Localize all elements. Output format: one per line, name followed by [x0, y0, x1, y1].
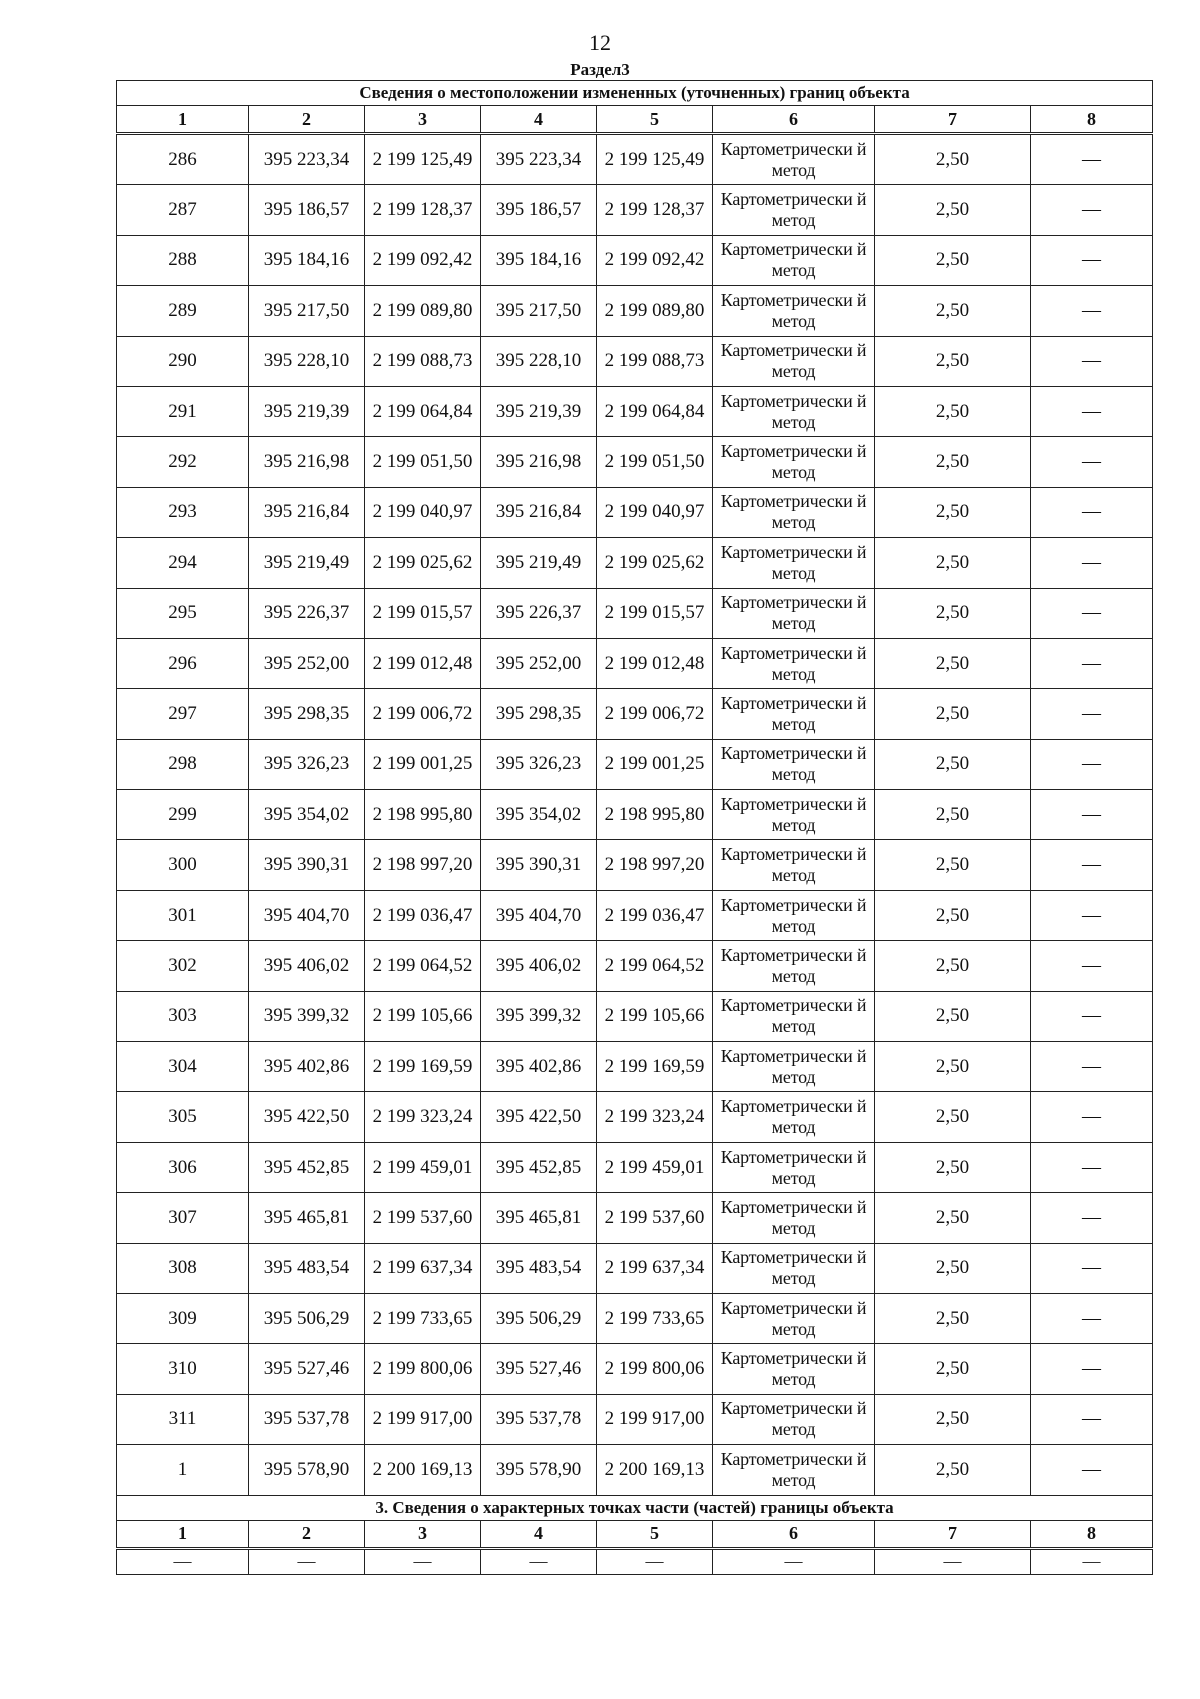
column-header: 2: [249, 106, 365, 134]
note-cell: —: [1031, 588, 1153, 638]
x-new-cell: 395 298,35: [481, 689, 597, 739]
table-row: [117, 588, 1153, 638]
x-new-cell: 395 402,86: [481, 1042, 597, 1092]
accuracy-cell: 2,50: [875, 336, 1031, 386]
x-old-cell: 395 216,84: [249, 487, 365, 537]
table-row: [117, 386, 1153, 436]
accuracy-cell: 2,50: [875, 991, 1031, 1041]
part-row: [117, 1548, 1153, 1574]
column-header: 7: [875, 1520, 1031, 1548]
y-old-cell: 2 199 006,72: [365, 689, 481, 739]
y-new-cell: 2 198 995,80: [597, 790, 713, 840]
y-new-cell: 2 199 459,01: [597, 1142, 713, 1192]
point-number-cell: 294: [117, 538, 249, 588]
accuracy-cell: 2,50: [875, 890, 1031, 940]
y-old-cell: 2 199 125,49: [365, 134, 481, 185]
accuracy-cell: 2,50: [875, 1394, 1031, 1444]
y-old-cell: 2 199 040,97: [365, 487, 481, 537]
method-cell: Картометрически й метод: [713, 941, 875, 991]
note-cell: —: [1031, 991, 1153, 1041]
point-number-cell: 296: [117, 638, 249, 688]
accuracy-cell: 2,50: [875, 1293, 1031, 1343]
x-new-cell: 395 226,37: [481, 588, 597, 638]
method-cell: Картометрически й метод: [713, 538, 875, 588]
method-cell: Картометрически й метод: [713, 1445, 875, 1495]
table-row: [117, 790, 1153, 840]
y-new-cell: 2 199 064,84: [597, 386, 713, 436]
y-old-cell: 2 200 169,13: [365, 1445, 481, 1495]
x-old-cell: 395 422,50: [249, 1092, 365, 1142]
point-number-cell: 310: [117, 1344, 249, 1394]
column-header: 5: [597, 106, 713, 134]
x-new-cell: 395 483,54: [481, 1243, 597, 1293]
note-cell: —: [1031, 286, 1153, 336]
method-cell: Картометрически й метод: [713, 1193, 875, 1243]
column-header: 2: [249, 1520, 365, 1548]
point-number-cell: 289: [117, 286, 249, 336]
column-header: 7: [875, 106, 1031, 134]
y-old-cell: 2 199 064,84: [365, 386, 481, 436]
accuracy-cell: 2,50: [875, 437, 1031, 487]
note-cell: —: [1031, 790, 1153, 840]
note-cell: —: [1031, 336, 1153, 386]
x-old-cell: 395 506,29: [249, 1293, 365, 1343]
method-cell: Картометрически й метод: [713, 840, 875, 890]
table-row: [117, 1243, 1153, 1293]
column-header: 1: [117, 1520, 249, 1548]
accuracy-cell: 2,50: [875, 588, 1031, 638]
column-header: 6: [713, 106, 875, 134]
accuracy-cell: 2,50: [875, 1092, 1031, 1142]
point-number-cell: 309: [117, 1293, 249, 1343]
x-old-cell: 395 404,70: [249, 890, 365, 940]
y-new-cell: 2 199 128,37: [597, 185, 713, 235]
y-new-cell: 2 199 064,52: [597, 941, 713, 991]
part-cell: —: [597, 1548, 713, 1574]
x-old-cell: 395 298,35: [249, 689, 365, 739]
y-old-cell: 2 198 995,80: [365, 790, 481, 840]
column-header: 3: [365, 1520, 481, 1548]
x-old-cell: 395 184,16: [249, 235, 365, 285]
column-header: 4: [481, 1520, 597, 1548]
method-cell: Картометрически й метод: [713, 1142, 875, 1192]
point-number-cell: 307: [117, 1193, 249, 1243]
point-number-cell: 295: [117, 588, 249, 638]
point-number-cell: 297: [117, 689, 249, 739]
note-cell: —: [1031, 134, 1153, 185]
accuracy-cell: 2,50: [875, 487, 1031, 537]
table-row: [117, 1142, 1153, 1192]
accuracy-cell: 2,50: [875, 840, 1031, 890]
y-old-cell: 2 199 459,01: [365, 1142, 481, 1192]
column-header: 4: [481, 106, 597, 134]
y-new-cell: 2 199 012,48: [597, 638, 713, 688]
y-old-cell: 2 199 800,06: [365, 1344, 481, 1394]
accuracy-cell: 2,50: [875, 1344, 1031, 1394]
note-cell: —: [1031, 689, 1153, 739]
x-old-cell: 395 527,46: [249, 1344, 365, 1394]
x-new-cell: 395 406,02: [481, 941, 597, 991]
x-old-cell: 395 223,34: [249, 134, 365, 185]
accuracy-cell: 2,50: [875, 386, 1031, 436]
x-old-cell: 395 406,02: [249, 941, 365, 991]
method-cell: Картометрически й метод: [713, 739, 875, 789]
y-new-cell: 2 198 997,20: [597, 840, 713, 890]
column-header: 6: [713, 1520, 875, 1548]
method-cell: Картометрически й метод: [713, 1344, 875, 1394]
x-new-cell: 395 399,32: [481, 991, 597, 1041]
part-cell: —: [365, 1548, 481, 1574]
table-row: [117, 1293, 1153, 1343]
column-header: 1: [117, 106, 249, 134]
x-old-cell: 395 578,90: [249, 1445, 365, 1495]
x-new-cell: 395 354,02: [481, 790, 597, 840]
note-cell: —: [1031, 538, 1153, 588]
y-new-cell: 2 199 025,62: [597, 538, 713, 588]
accuracy-cell: 2,50: [875, 538, 1031, 588]
table-row: [117, 1394, 1153, 1444]
accuracy-cell: 2,50: [875, 1142, 1031, 1192]
x-old-cell: 395 390,31: [249, 840, 365, 890]
section-label: Раздел3: [570, 60, 630, 79]
part-cell: —: [1031, 1548, 1153, 1574]
accuracy-cell: 2,50: [875, 185, 1031, 235]
method-cell: Картометрически й метод: [713, 588, 875, 638]
x-old-cell: 395 217,50: [249, 286, 365, 336]
table-title: Сведения о местоположении измененных (уточненных) границ объекта: [117, 81, 1153, 106]
point-number-cell: 304: [117, 1042, 249, 1092]
accuracy-cell: 2,50: [875, 1243, 1031, 1293]
x-old-cell: 395 186,57: [249, 185, 365, 235]
x-old-cell: 395 402,86: [249, 1042, 365, 1092]
point-number-cell: 308: [117, 1243, 249, 1293]
x-new-cell: 395 390,31: [481, 840, 597, 890]
x-new-cell: 395 527,46: [481, 1344, 597, 1394]
column-header: 8: [1031, 1520, 1153, 1548]
y-old-cell: 2 199 323,24: [365, 1092, 481, 1142]
page-number: 12: [589, 30, 611, 55]
note-cell: —: [1031, 386, 1153, 436]
y-old-cell: 2 199 012,48: [365, 638, 481, 688]
part-title: 3. Сведения о характерных точках части (частей) границы объекта: [117, 1495, 1153, 1520]
point-number-cell: 293: [117, 487, 249, 537]
y-new-cell: 2 199 105,66: [597, 991, 713, 1041]
table-row: [117, 336, 1153, 386]
y-old-cell: 2 199 015,57: [365, 588, 481, 638]
coordinates-table: [116, 80, 1153, 1575]
method-cell: Картометрически й метод: [713, 487, 875, 537]
x-old-cell: 395 354,02: [249, 790, 365, 840]
note-cell: —: [1031, 1042, 1153, 1092]
accuracy-cell: 2,50: [875, 638, 1031, 688]
x-new-cell: 395 216,84: [481, 487, 597, 537]
x-new-cell: 395 404,70: [481, 890, 597, 940]
part-title-row: [117, 1495, 1153, 1520]
column-header: 8: [1031, 106, 1153, 134]
note-cell: —: [1031, 1243, 1153, 1293]
accuracy-cell: 2,50: [875, 134, 1031, 185]
accuracy-cell: 2,50: [875, 941, 1031, 991]
x-new-cell: 395 186,57: [481, 185, 597, 235]
y-old-cell: 2 198 997,20: [365, 840, 481, 890]
note-cell: —: [1031, 1394, 1153, 1444]
x-new-cell: 395 184,16: [481, 235, 597, 285]
x-new-cell: 395 465,81: [481, 1193, 597, 1243]
table-row: [117, 840, 1153, 890]
accuracy-cell: 2,50: [875, 739, 1031, 789]
x-new-cell: 395 578,90: [481, 1445, 597, 1495]
y-old-cell: 2 199 733,65: [365, 1293, 481, 1343]
x-old-cell: 395 228,10: [249, 336, 365, 386]
note-cell: —: [1031, 1293, 1153, 1343]
x-old-cell: 395 219,39: [249, 386, 365, 436]
y-new-cell: 2 199 537,60: [597, 1193, 713, 1243]
y-old-cell: 2 199 036,47: [365, 890, 481, 940]
note-cell: —: [1031, 840, 1153, 890]
method-cell: Картометрически й метод: [713, 386, 875, 436]
y-old-cell: 2 199 917,00: [365, 1394, 481, 1444]
method-cell: Картометрически й метод: [713, 991, 875, 1041]
part-cell: —: [117, 1548, 249, 1574]
y-new-cell: 2 199 040,97: [597, 487, 713, 537]
method-cell: Картометрически й метод: [713, 890, 875, 940]
note-cell: —: [1031, 487, 1153, 537]
y-new-cell: 2 199 015,57: [597, 588, 713, 638]
part-header-row: [117, 1520, 1153, 1548]
point-number-cell: 292: [117, 437, 249, 487]
accuracy-cell: 2,50: [875, 286, 1031, 336]
note-cell: —: [1031, 739, 1153, 789]
point-number-cell: 301: [117, 890, 249, 940]
note-cell: —: [1031, 1344, 1153, 1394]
note-cell: —: [1031, 235, 1153, 285]
x-old-cell: 395 252,00: [249, 638, 365, 688]
x-new-cell: 395 506,29: [481, 1293, 597, 1343]
y-old-cell: 2 199 169,59: [365, 1042, 481, 1092]
x-old-cell: 395 399,32: [249, 991, 365, 1041]
x-new-cell: 395 223,34: [481, 134, 597, 185]
point-number-cell: 311: [117, 1394, 249, 1444]
method-cell: Картометрически й метод: [713, 185, 875, 235]
point-number-cell: 288: [117, 235, 249, 285]
part-cell: —: [249, 1548, 365, 1574]
y-new-cell: 2 199 001,25: [597, 739, 713, 789]
note-cell: —: [1031, 1142, 1153, 1192]
x-old-cell: 395 216,98: [249, 437, 365, 487]
method-cell: Картометрически й метод: [713, 1293, 875, 1343]
y-old-cell: 2 199 001,25: [365, 739, 481, 789]
accuracy-cell: 2,50: [875, 1042, 1031, 1092]
point-number-cell: 299: [117, 790, 249, 840]
method-cell: Картометрически й метод: [713, 790, 875, 840]
y-new-cell: 2 199 169,59: [597, 1042, 713, 1092]
table-row: [117, 235, 1153, 285]
note-cell: —: [1031, 1092, 1153, 1142]
table-row: [117, 538, 1153, 588]
x-old-cell: 395 326,23: [249, 739, 365, 789]
note-cell: —: [1031, 185, 1153, 235]
y-new-cell: 2 199 733,65: [597, 1293, 713, 1343]
method-cell: Картометрически й метод: [713, 689, 875, 739]
y-old-cell: 2 199 105,66: [365, 991, 481, 1041]
point-number-cell: 302: [117, 941, 249, 991]
y-new-cell: 2 200 169,13: [597, 1445, 713, 1495]
point-number-cell: 287: [117, 185, 249, 235]
table-row: [117, 286, 1153, 336]
y-new-cell: 2 199 051,50: [597, 437, 713, 487]
x-new-cell: 395 228,10: [481, 336, 597, 386]
method-cell: Картометрически й метод: [713, 336, 875, 386]
method-cell: Картометрически й метод: [713, 638, 875, 688]
table-row: [117, 1193, 1153, 1243]
method-cell: Картометрически й метод: [713, 235, 875, 285]
y-old-cell: 2 199 089,80: [365, 286, 481, 336]
table-row: [117, 437, 1153, 487]
point-number-cell: 1: [117, 1445, 249, 1495]
point-number-cell: 286: [117, 134, 249, 185]
point-number-cell: 300: [117, 840, 249, 890]
x-old-cell: 395 219,49: [249, 538, 365, 588]
x-new-cell: 395 326,23: [481, 739, 597, 789]
y-new-cell: 2 199 800,06: [597, 1344, 713, 1394]
x-old-cell: 395 537,78: [249, 1394, 365, 1444]
method-cell: Картометрически й метод: [713, 134, 875, 185]
y-old-cell: 2 199 092,42: [365, 235, 481, 285]
y-new-cell: 2 199 089,80: [597, 286, 713, 336]
part-cell: —: [481, 1548, 597, 1574]
x-old-cell: 395 452,85: [249, 1142, 365, 1192]
accuracy-cell: 2,50: [875, 790, 1031, 840]
point-number-cell: 303: [117, 991, 249, 1041]
point-number-cell: 305: [117, 1092, 249, 1142]
note-cell: —: [1031, 941, 1153, 991]
y-new-cell: 2 199 323,24: [597, 1092, 713, 1142]
point-number-cell: 298: [117, 739, 249, 789]
table-row: [117, 1344, 1153, 1394]
y-old-cell: 2 199 051,50: [365, 437, 481, 487]
note-cell: —: [1031, 1445, 1153, 1495]
x-new-cell: 395 452,85: [481, 1142, 597, 1192]
x-old-cell: 395 226,37: [249, 588, 365, 638]
point-number-cell: 290: [117, 336, 249, 386]
note-cell: —: [1031, 437, 1153, 487]
accuracy-cell: 2,50: [875, 1193, 1031, 1243]
table-row: [117, 1445, 1153, 1495]
table-row: [117, 185, 1153, 235]
point-number-cell: 306: [117, 1142, 249, 1192]
note-cell: —: [1031, 1193, 1153, 1243]
method-cell: Картометрически й метод: [713, 1243, 875, 1293]
method-cell: Картометрически й метод: [713, 286, 875, 336]
table-row: [117, 689, 1153, 739]
table-row: [117, 134, 1153, 185]
y-old-cell: 2 199 637,34: [365, 1243, 481, 1293]
y-old-cell: 2 199 025,62: [365, 538, 481, 588]
table-row: [117, 1092, 1153, 1142]
table-row: [117, 739, 1153, 789]
y-old-cell: 2 199 088,73: [365, 336, 481, 386]
x-new-cell: 395 537,78: [481, 1394, 597, 1444]
part-cell: —: [875, 1548, 1031, 1574]
y-old-cell: 2 199 128,37: [365, 185, 481, 235]
column-header: 3: [365, 106, 481, 134]
y-old-cell: 2 199 537,60: [365, 1193, 481, 1243]
x-new-cell: 395 216,98: [481, 437, 597, 487]
accuracy-cell: 2,50: [875, 689, 1031, 739]
x-new-cell: 395 422,50: [481, 1092, 597, 1142]
y-new-cell: 2 199 088,73: [597, 336, 713, 386]
x-old-cell: 395 483,54: [249, 1243, 365, 1293]
table-row: [117, 941, 1153, 991]
y-new-cell: 2 199 917,00: [597, 1394, 713, 1444]
note-cell: —: [1031, 638, 1153, 688]
table-row: [117, 1042, 1153, 1092]
note-cell: —: [1031, 890, 1153, 940]
column-header: 5: [597, 1520, 713, 1548]
x-old-cell: 395 465,81: [249, 1193, 365, 1243]
y-old-cell: 2 199 064,52: [365, 941, 481, 991]
accuracy-cell: 2,50: [875, 1445, 1031, 1495]
part-cell: —: [713, 1548, 875, 1574]
method-cell: Картометрически й метод: [713, 1394, 875, 1444]
x-new-cell: 395 252,00: [481, 638, 597, 688]
method-cell: Картометрически й метод: [713, 1092, 875, 1142]
method-cell: Картометрически й метод: [713, 1042, 875, 1092]
method-cell: Картометрически й метод: [713, 437, 875, 487]
y-new-cell: 2 199 637,34: [597, 1243, 713, 1293]
table-row: [117, 991, 1153, 1041]
point-number-cell: 291: [117, 386, 249, 436]
x-new-cell: 395 219,39: [481, 386, 597, 436]
y-new-cell: 2 199 036,47: [597, 890, 713, 940]
table-row: [117, 638, 1153, 688]
y-new-cell: 2 199 125,49: [597, 134, 713, 185]
table-row: [117, 890, 1153, 940]
y-new-cell: 2 199 006,72: [597, 689, 713, 739]
x-new-cell: 395 217,50: [481, 286, 597, 336]
y-new-cell: 2 199 092,42: [597, 235, 713, 285]
table-row: [117, 487, 1153, 537]
accuracy-cell: 2,50: [875, 235, 1031, 285]
x-new-cell: 395 219,49: [481, 538, 597, 588]
